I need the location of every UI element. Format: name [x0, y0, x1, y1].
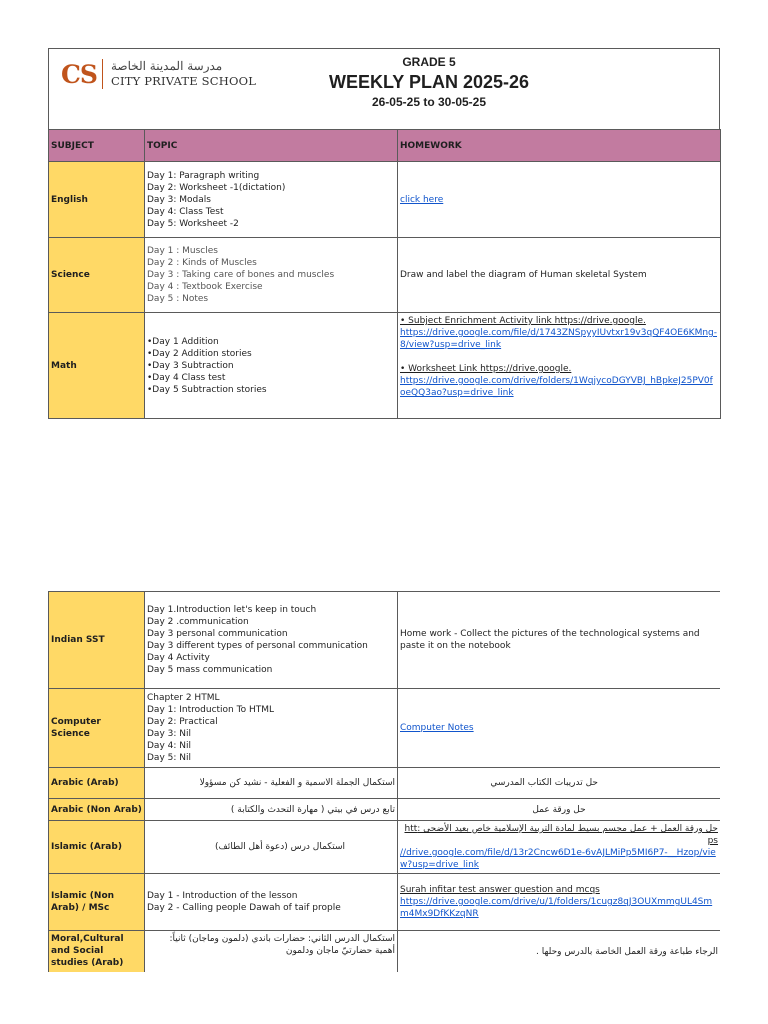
- plan-header: [48, 48, 720, 129]
- topic-cell: Day 1.Introduction let's keep in touch Day 2 .communication Day 3 personal communication Day 3 different types of personal communication Day 4 Activity Day 5 mass communication: [145, 592, 398, 689]
- subject-cell: Arabic (Non Arab): [49, 799, 145, 821]
- worksheet-link[interactable]: https://drive.google.com/drive/folders/1WqjycoDGYVBJ_hBpkeJ25PV0foeQQ3ao?usp=drive_link: [400, 376, 713, 398]
- logo-mark: CS: [61, 59, 97, 89]
- enrichment-activity-link[interactable]: https://drive.google.com/file/d/1743ZNSpyyIUvtxr19v3qQF4OE6KMng-8/view?usp=drive_link: [400, 328, 718, 350]
- logo-divider: [102, 59, 103, 89]
- table-row-arabic-non-arab: [49, 799, 721, 821]
- table-row-science: [49, 238, 721, 313]
- worksheet-text: • Worksheet Link https://drive.google.: [400, 364, 572, 374]
- plan-table-2: [48, 591, 720, 972]
- topic-cell: استكمال درس (دعوة أهل الطائف): [145, 821, 398, 874]
- table-row-islamic-non-arab: [49, 874, 721, 931]
- topic-cell: تابع درس في بيتي ( مهارة التحدث والكتابة ): [145, 799, 398, 821]
- topic-cell: Day 1: Paragraph writing Day 2: Worksheet -1(dictation) Day 3: Modals Day 4: Class Test Day 5: Worksheet -2: [145, 162, 398, 238]
- topic-cell: Chapter 2 HTML Day 1: Introduction To HTML Day 2: Practical Day 3: Nil Day 4: Nil Day 5: Nil: [145, 689, 398, 768]
- homework-link[interactable]: click here: [400, 194, 444, 205]
- table-row-moral-cultural: [49, 931, 721, 973]
- surah-homework-text: Surah infitar test answer question and mcqs: [400, 885, 600, 895]
- subject-cell: Science: [49, 238, 145, 313]
- grade-label: GRADE 5: [402, 55, 456, 69]
- table-row-english: [49, 162, 721, 238]
- table-row-math: [49, 313, 721, 419]
- table-header-row: [49, 130, 721, 162]
- subject-cell: Moral,Cultural and Social studies (Arab): [49, 931, 145, 973]
- subject-cell: Islamic (Non Arab) / MSc: [49, 874, 145, 931]
- computer-notes-link[interactable]: Computer Notes: [400, 723, 474, 733]
- table-row-arabic-arab: [49, 768, 721, 799]
- subject-cell: Islamic (Arab): [49, 821, 145, 874]
- homework-cell: حل ورقة عمل: [398, 799, 721, 821]
- subject-cell: Computer Science: [49, 689, 145, 768]
- homework-cell: [398, 689, 721, 768]
- topic-cell: Day 1 - Introduction of the lesson Day 2 - Calling people Dawah of taif prople: [145, 874, 398, 931]
- homework-cell: Home work - Collect the pictures of the technological systems and paste it on the notebook: [398, 592, 721, 689]
- homework-cell: حل تدريبات الكتاب المدرسي: [398, 768, 721, 799]
- homework-cell: الرجاء طباعة ورقة العمل الخاصة بالدرس وحلها .: [398, 931, 721, 973]
- topic-cell: Day 1 : Muscles Day 2 : Kinds of Muscles Day 3 : Taking care of bones and muscles Day 4 : Textbook Exercise Day 5 : Notes: [145, 238, 398, 313]
- topic-cell: •Day 1 Addition •Day 2 Addition stories •Day 3 Subtraction •Day 4 Class test •Day 5 Subtraction stories: [145, 313, 398, 419]
- topic-cell: استكمال الجملة الاسمية و الفعلية - نشيد كن مسؤولا: [145, 768, 398, 799]
- topic-cell: استكمال الدرس الثاني: حضارات باندي (دلمون وماجان) ثانياً: أهمية حضارتيّ ماجان ودلمون: [145, 931, 398, 973]
- logo-arabic-name: مدرسة المدينة الخاصة: [110, 59, 223, 73]
- homework-cell: [398, 874, 721, 931]
- plan-title: WEEKLY PLAN 2025-26: [328, 72, 530, 92]
- table-row-islamic-arab: [49, 821, 721, 874]
- table-row-indian-sst: [49, 592, 721, 689]
- homework-cell: [398, 162, 721, 238]
- subject-cell: English: [49, 162, 145, 238]
- plan-dates: 26-05-25 to 30-05-25: [371, 95, 487, 109]
- homework-cell: Draw and label the diagram of Human skeletal System: [398, 238, 721, 313]
- subject-cell: Arabic (Arab): [49, 768, 145, 799]
- enrichment-activity-text: • Subject Enrichment Activity link https://drive.google.: [400, 316, 646, 326]
- plan-titles: [299, 53, 559, 111]
- subject-cell: Indian SST: [49, 592, 145, 689]
- islamic-homework-link[interactable]: //drive.google.com/file/d/13r2Cncw6D1e-6vAJLMiPp5MI6P7-__Hzop/view?usp=drive_link: [400, 848, 716, 870]
- homework-cell: [398, 821, 721, 874]
- table-row-computer-science: [49, 689, 721, 768]
- surah-homework-link[interactable]: https://drive.google.com/drive/u/1/folders/1cugz8qJ3OUXmmgUL4Smm4Mx9DfKKzqNR: [400, 897, 713, 919]
- weekly-plan-sheet-top: [48, 48, 720, 419]
- subject-cell: Math: [49, 313, 145, 419]
- logo-english-name: CITY PRIVATE SCHOOL: [110, 74, 257, 88]
- islamic-homework-text: حل ورقة العمل + عمل مجسم بسيط لمادة التربية الإسلامية خاص بعيد الأضحى :https: [404, 824, 718, 846]
- weekly-plan-sheet-bottom: [48, 591, 720, 972]
- school-logo: [61, 59, 256, 89]
- plan-table-1: [48, 129, 721, 419]
- col-homework: HOMEWORK: [398, 130, 721, 162]
- col-subject: SUBJECT: [49, 130, 145, 162]
- homework-cell: [398, 313, 721, 419]
- col-topic: TOPIC: [145, 130, 398, 162]
